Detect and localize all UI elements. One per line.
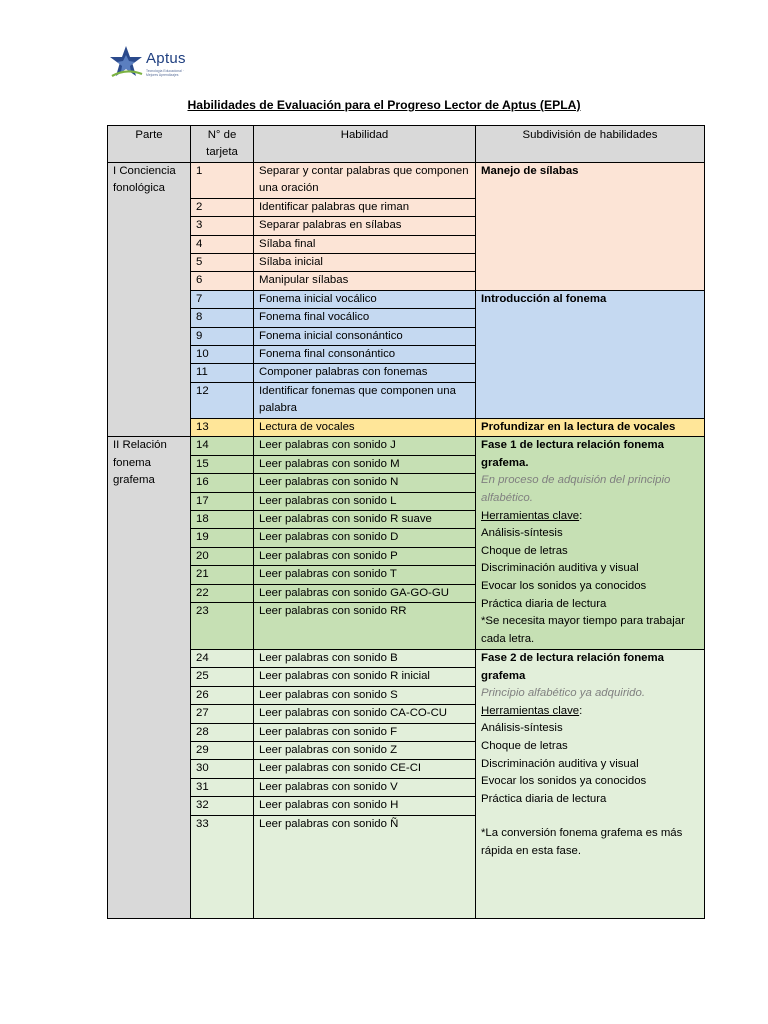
skill-name: Leer palabras con sonido M [254, 455, 476, 473]
card-number: 7 [191, 290, 254, 308]
skill-name: Lectura de vocales [254, 418, 476, 436]
skill-name: Leer palabras con sonido CE-CI [254, 760, 476, 778]
fase2-tools-label: Herramientas clave [481, 704, 580, 717]
card-number: 33 [191, 815, 254, 918]
card-number: 30 [191, 760, 254, 778]
skill-name: Separar y contar palabras que componen una oración [254, 162, 476, 198]
fase2-extra: *La conversión fonema grafema es más rápida en esta fase. [481, 827, 683, 857]
skill-name: Leer palabras con sonido J [254, 437, 476, 455]
fase2-tool: Evocar los sonidos ya conocidos [481, 775, 647, 788]
card-number: 26 [191, 686, 254, 704]
card-number: 10 [191, 346, 254, 364]
fase1-tool: Discriminación auditiva y visual [481, 562, 639, 575]
skill-name: Leer palabras con sonido B [254, 649, 476, 667]
card-number: 13 [191, 418, 254, 436]
fase1-title: Fase 1 de lectura relación fonema grafema. [481, 439, 664, 469]
fase1-tool: Evocar los sonidos ya conocidos [481, 580, 647, 593]
skill-name: Leer palabras con sonido P [254, 547, 476, 565]
skill-name: Identificar palabras que riman [254, 198, 476, 216]
card-number: 18 [191, 510, 254, 528]
skill-name: Fonema final consonántico [254, 346, 476, 364]
table-row [108, 649, 705, 667]
skill-name: Leer palabras con sonido D [254, 529, 476, 547]
skill-name: Leer palabras con sonido N [254, 474, 476, 492]
skill-name: Leer palabras con sonido RR [254, 602, 476, 649]
fase2-title: Fase 2 de lectura relación fonema grafema [481, 651, 664, 682]
card-number: 15 [191, 455, 254, 473]
table-row [108, 290, 705, 308]
subdivision-manejo-silabas: Manejo de sílabas [476, 162, 705, 290]
subdivision-intro-fonema: Introducción al fonema [476, 290, 705, 418]
logo-wordmark: Aptus [146, 50, 186, 67]
skill-name: Identificar fonemas que componen una palabra [254, 382, 476, 418]
skill-name: Leer palabras con sonido R inicial [254, 668, 476, 686]
skill-name: Leer palabras con sonido R suave [254, 510, 476, 528]
card-number: 5 [191, 254, 254, 272]
header-habilidad: Habilidad [254, 126, 476, 163]
card-number: 3 [191, 217, 254, 235]
table-row [108, 437, 705, 455]
fase1-extra: *Se necesita mayor tiempo para trabajar cada letra. [481, 615, 685, 645]
skill-name: Leer palabras con sonido GA-GO-GU [254, 584, 476, 602]
skill-name: Leer palabras con sonido H [254, 797, 476, 815]
card-number: 24 [191, 649, 254, 667]
subdivision-vocales: Profundizar en la lectura de vocales [476, 418, 705, 436]
card-number: 32 [191, 797, 254, 815]
card-number: 17 [191, 492, 254, 510]
fase1-tool: Choque de letras [481, 544, 568, 557]
card-number: 25 [191, 668, 254, 686]
fase2-tool: Análisis-síntesis [481, 722, 563, 735]
fase1-tool: Práctica diaria de lectura [481, 597, 607, 610]
skill-name: Sílaba inicial [254, 254, 476, 272]
skill-name: Leer palabras con sonido L [254, 492, 476, 510]
card-number: 12 [191, 382, 254, 418]
fase1-tools-label: Herramientas clave [481, 509, 580, 522]
card-number: 8 [191, 309, 254, 327]
skill-name: Leer palabras con sonido Z [254, 741, 476, 759]
table-row [108, 162, 705, 198]
skill-name: Leer palabras con sonido Ñ [254, 815, 476, 918]
card-number: 20 [191, 547, 254, 565]
header-parte: Parte [108, 126, 191, 163]
card-number: 1 [191, 162, 254, 198]
subdivision-fase-2: Fase 2 de lectura relación fonema grafema Principio alfabético ya adquirido. Herramientas clave: Análisis-síntesis Choque de letras Discriminación auditiva y visual Evocar los sonidos ya conocidos Práctica diaria de lectura *La conversión fonema grafema es más rápida en esta fase. [476, 649, 705, 918]
card-number: 19 [191, 529, 254, 547]
skill-name: Fonema final vocálico [254, 309, 476, 327]
card-number: 29 [191, 741, 254, 759]
fase2-tool: Práctica diaria de lectura [481, 792, 607, 805]
card-number: 31 [191, 778, 254, 796]
skill-name: Fonema inicial consonántico [254, 327, 476, 345]
fase1-tool: Análisis-síntesis [481, 527, 563, 540]
skill-name: Separar palabras en sílabas [254, 217, 476, 235]
card-number: 6 [191, 272, 254, 290]
card-number: 22 [191, 584, 254, 602]
fase2-note: Principio alfabético ya adquirido. [481, 687, 645, 700]
skill-name: Leer palabras con sonido V [254, 778, 476, 796]
skill-name: Sílaba final [254, 235, 476, 253]
skill-name: Fonema inicial vocálico [254, 290, 476, 308]
fase2-tool: Choque de letras [481, 739, 568, 752]
logo-tagline: Tecnología Educacional · Mejores Aprendizajes [146, 69, 184, 78]
card-number: 28 [191, 723, 254, 741]
fase1-note: En proceso de adquisión del principio alfabético. [481, 474, 671, 505]
card-number: 27 [191, 705, 254, 723]
card-number: 2 [191, 198, 254, 216]
skill-name: Leer palabras con sonido T [254, 566, 476, 584]
header-tarjeta: N° de tarjeta [191, 126, 254, 163]
card-number: 4 [191, 235, 254, 253]
card-number: 21 [191, 566, 254, 584]
header-subdivision: Subdivisión de habilidades [476, 126, 705, 163]
skill-name: Leer palabras con sonido CA-CO-CU [254, 705, 476, 723]
skill-name: Leer palabras con sonido F [254, 723, 476, 741]
skills-table [107, 125, 705, 919]
skill-name: Leer palabras con sonido S [254, 686, 476, 704]
card-number: 14 [191, 437, 254, 455]
skill-name: Componer palabras con fonemas [254, 364, 476, 382]
card-number: 16 [191, 474, 254, 492]
parte-cell-1: I Conciencia fonológica [108, 162, 191, 436]
subdivision-fase-1: Fase 1 de lectura relación fonema grafema. En proceso de adquisión del principio alfabético. Herramientas clave: Análisis-síntesis Choque de letras Discriminación auditiva y visual Evocar los sonidos ya conocidos Práctica diaria de lectura *Se necesita mayor tiempo para trabajar cada letra. [476, 437, 705, 650]
fase2-tool: Discriminación auditiva y visual [481, 757, 639, 770]
skill-name: Manipular sílabas [254, 272, 476, 290]
parte-cell-2: II Relación fonema grafema [108, 437, 191, 919]
card-number: 11 [191, 364, 254, 382]
card-number: 23 [191, 602, 254, 649]
table-row [108, 418, 705, 436]
card-number: 9 [191, 327, 254, 345]
document-title: Habilidades de Evaluación para el Progreso Lector de Aptus (EPLA) [187, 98, 581, 112]
